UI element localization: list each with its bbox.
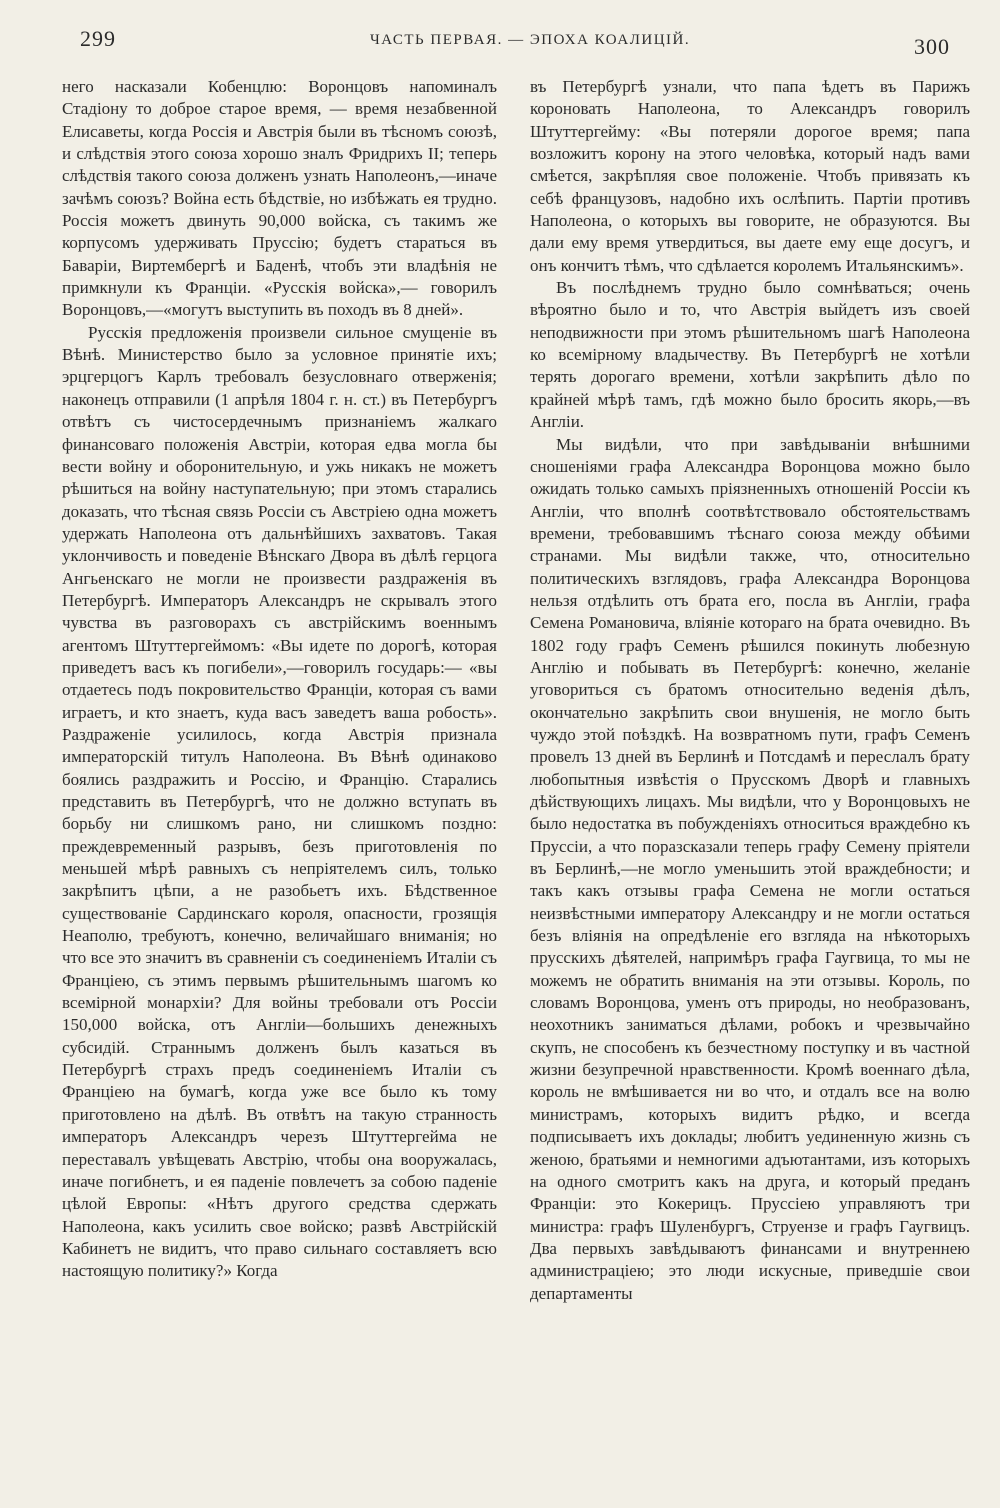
paragraph: него насказали Кобенцлю: Воронцовъ напоминалъ Стадіону то доброе старое время, — время незабвенной Елисаветы, когда Россія и Австрія были въ тѣсномъ союзѣ, и слѣдствія этого союза хорошо зналъ Фридрихъ II; теперь слѣдствія такого союза долженъ узнать Наполеонъ,—иначе зачѣмъ союзъ? Война есть бѣдствіе, но избѣжать ея трудно. Россія можетъ двинуть 90,000 войска, съ такимъ же корпусомъ удерживать Пруссію; будетъ стараться въ Баваріи, Виртембергѣ и Баденѣ, чтобъ эти владѣнія не примкнули къ Франціи. «Русскія войска»,— говорилъ Воронцовъ,—«могутъ выступить въ походъ въ 8 дней». (62, 77, 497, 320)
page-header (80, 26, 950, 60)
paragraph: Въ послѣднемъ трудно было сомнѣваться; очень вѣроятно было и то, что Австрія выйдетъ изъ своей неподвижности при этомъ рѣшительномъ шагѣ Наполеона ко всемірному владычеству. Въ Петербургѣ не хотѣли терять дорогаго времени, хотѣли закрѣпить дѣло по крайней мѣрѣ тамъ, гдѣ можно было бросить якорь,—въ Англіи. (530, 278, 970, 432)
paragraph: Мы видѣли, что при завѣдываніи внѣшними сношеніями графа Александра Воронцова можно было ожидать только самыхъ пріязненныхъ отношеній Россіи къ Англіи, что вполнѣ соотвѣтствовало обстоятельствамъ времени, требовавшимъ тѣснаго союза между обѣими странами. Мы видѣли также, что, относительно политическихъ взглядовъ, графа Александра Воронцова нельзя отдѣлить отъ брата его, посла въ Англіи, графа Семена Романовича, вліяніе котораго на брата очевидно. Въ 1802 году графъ Семенъ рѣшился покинуть любезную Англію и побывать въ Петербургѣ: конечно, желаніе уговориться съ братомъ относительно веденія дѣлъ, окончательно закрѣпить свои внушенія, не могло быть чуждо этой поѣздкѣ. На возвратномъ пути, графъ Семенъ провелъ 13 дней въ Берлинѣ и Потсдамѣ и переслалъ брату любопытныя извѣстія о Прусскомъ Дворѣ и главныхъ дѣйствующихъ лицахъ. Мы видѣли, что у Воронцовыхъ не было недостатка въ побужденіяхъ относиться враждебно къ Пруссіи, а что поразсказали теперь графу Семену пріятели въ Берлинѣ,—не могло уменьшить этой враждебности; и такъ какъ отзывы графа Семена не могли остаться неизвѣстными императору Александру и не могли остаться безъ вліянія на опредѣленіе его взгляда на нѣкоторыхъ прусскихъ дѣятелей, напримѣръ графа Гаугвица, то мы не можемъ не обратить вниманія на эти отзывы. Король, по словамъ Воронцова, уменъ отъ природы, но необразованъ, неохотникъ заниматься дѣлами, робокъ и чрезвычайно скупъ, не способенъ къ безчестному поступку и въ частной жизни безупречной нравственности. Кромѣ военнаго дѣла, король не вмѣшивается ни во что, и отдалъ все на волю министрамъ, которыхъ видитъ рѣдко, и всегда подписываетъ ихъ доклады; любитъ уединенную жизнь съ женою, братьями и немногими адъютантами, изъ которыхъ на одного смотритъ какъ на друга, и который преданъ Франціи: это Кокерицъ. Пруссіею управляютъ три министра: графъ Шуленбургъ, Струензе и графъ Гаугвицъ. Два первыхъ завѣдываютъ финансами и внутреннею администраціею; это люди искусные, приведшіе свои департаменты (530, 434, 970, 1303)
paragraph: въ Петербургѣ узнали, что папа ѣдетъ въ Парижъ короновать Наполеона, то Александръ говорилъ Штуттергейму: «Вы потеряли дорогое время; папа возложитъ корону на этого человѣка, который надъ вами смѣется, закрѣпляя свое положеніе. Чтобъ привязать къ себѣ французовъ, надобно ихъ ослѣпить. Партіи противъ Наполеона, о которыхъ вы говорите, не образуются. Вы дали ему время утвердиться, вы даете ему еще досугъ, и онъ кончитъ тѣмъ, что сдѣлается королемъ Итальянскимъ». (530, 77, 970, 275)
page-number-left: 299 (80, 26, 116, 51)
running-head: ЧАСТЬ ПЕРВАЯ. — ЭПОХА КОАЛИЦІЙ. (370, 32, 691, 48)
page-number-right: 300 (914, 34, 950, 59)
left-column (62, 76, 497, 1283)
paragraph: Русскія предложенія произвели сильное смущеніе въ Вѣнѣ. Министерство было за условное принятіе ихъ; эрцгерцогъ Карлъ требовалъ безусловнаго отверженія; наконецъ отправили (1 апрѣля 1804 г. н. ст.) въ Петербургъ отвѣтъ съ чистосердечнымъ признаніемъ жалкаго финансоваго положенія Австріи, которая едва могла бы вести войну и оборонительную, и ужь никакъ не можетъ рѣшиться на войну наступательную; при этомъ старались доказать, что тѣсная связь Россіи съ Австріею одна можетъ удержать Наполеона отъ дальнѣйшихъ захватовъ. Такая уклончивость и поведеніе Вѣнскаго Двора въ дѣлѣ герцога Ангьенскаго не могли не произвести раздраженія въ Петербургѣ. Императоръ Александръ не скрывалъ этого чувства въ разговорахъ съ австрійскимъ военнымъ агентомъ Штуттергеймомъ: «Вы идете по дорогѣ, которая приведетъ васъ къ погибели»,—говорилъ государь:— «вы отдаетесь подъ покровительство Франціи, которая съ вами играетъ, и кто знаетъ, куда васъ заведетъ ваша робость». Раздраженіе усилилось, когда Австрія признала императорскій титулъ Наполеона. Въ Вѣнѣ одинаково боялись раздражить и Россію, и Францію. Старались представить въ Петербургѣ, что не должно вступать въ борьбу ни слишкомъ рано, ни слишкомъ поздно: преждевременный разрывъ, безъ приготовленія по меньшей мѣрѣ равныхъ съ непріятелемъ силъ, только закрѣпитъ цѣпи, а не разобьетъ ихъ. Бѣдственное существованіе Сардинскаго короля, опасности, грозящія Неаполю, требуютъ, конечно, величайшаго вниманія; но что все это значитъ въ сравненіи съ соединеніемъ Италіи съ Франціею, съ этимъ первымъ рѣшительнымъ шагомъ ко всемірной монархіи? Для войны требовали отъ Россіи 150,000 войска, отъ Англіи—большихъ денежныхъ субсидій. Страннымъ долженъ былъ казаться въ Петербургѣ страхъ предъ соединеніемъ Италіи съ Франціею на бумагѣ, когда уже все было къ тому приготовлено на дѣлѣ. Въ отвѣтъ на такую странность императоръ Александръ черезъ Штуттергейма не переставалъ увѣщевать Австрію, чтобы она вооружалась, иначе погибнетъ, и ея паденіе повлечетъ за собою паденіе цѣлой Европы: «Нѣтъ другого средства сдержать Наполеона, какъ усилить свое войско; развѣ Австрійскій Кабинетъ не видитъ, что право сильнаго составляетъ всю настоящую политику?» Когда (62, 322, 497, 1281)
right-column (530, 76, 970, 1305)
